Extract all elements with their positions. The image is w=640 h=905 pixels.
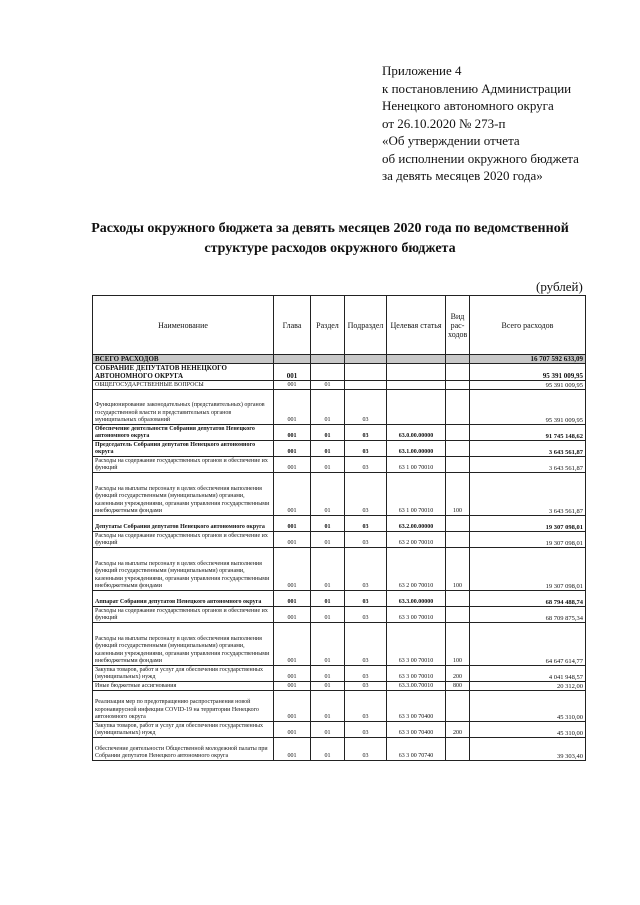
col-header-glava: Глава <box>274 296 311 355</box>
cell-podrazdel: 03 <box>345 548 387 591</box>
cell-name: Расходы на содержание государственных органов и обеспечение их функций <box>93 532 274 548</box>
col-header-name: Наименование <box>93 296 274 355</box>
cell-glava: 001 <box>274 390 311 425</box>
cell-vid <box>446 532 470 548</box>
cell-glava: 001 <box>274 364 311 381</box>
cell-podrazdel: 03 <box>345 623 387 666</box>
cell-razdel <box>311 355 345 364</box>
cell-statya: 63 3 00 70010 <box>387 666 446 682</box>
cell-sum: 95 391 009,95 <box>470 364 586 381</box>
cell-name: Председатель Собрания депутатов Ненецкого автономного округа <box>93 441 274 457</box>
cell-vid <box>446 691 470 722</box>
cell-podrazdel <box>345 381 387 390</box>
table-row <box>93 516 586 532</box>
cell-razdel: 01 <box>311 623 345 666</box>
cell-glava: 001 <box>274 691 311 722</box>
col-header-statya: Целевая статья <box>387 296 446 355</box>
cell-vid: 200 <box>446 666 470 682</box>
cell-sum: 16 707 592 633,09 <box>470 355 586 364</box>
cell-razdel: 01 <box>311 532 345 548</box>
cell-podrazdel: 03 <box>345 691 387 722</box>
header-line: за девять месяцев 2020 года» <box>382 168 543 183</box>
header-line: от 26.10.2020 № 273-п <box>382 115 506 131</box>
cell-podrazdel: 03 <box>345 738 387 761</box>
cell-glava: 001 <box>274 722 311 738</box>
cell-glava: 001 <box>274 457 311 473</box>
cell-razdel: 01 <box>311 381 345 390</box>
cell-statya: 63 3 00 70010 <box>387 623 446 666</box>
cell-statya: 63.0.00.00000 <box>387 425 446 441</box>
cell-razdel: 01 <box>311 441 345 457</box>
cell-sum: 64 647 614,77 <box>470 623 586 666</box>
cell-razdel: 01 <box>311 682 345 691</box>
cell-podrazdel: 03 <box>345 607 387 623</box>
cell-statya: 63.3.00.00000 <box>387 591 446 607</box>
cell-vid: 200 <box>446 722 470 738</box>
cell-podrazdel: 03 <box>345 532 387 548</box>
cell-glava: 001 <box>274 682 311 691</box>
cell-vid: 100 <box>446 548 470 591</box>
header-line: Приложение 4 <box>382 63 462 78</box>
cell-statya <box>387 390 446 425</box>
cell-vid <box>446 381 470 390</box>
table-row <box>93 722 586 738</box>
cell-name: Иные бюджетные ассигнования <box>93 682 274 691</box>
table-row <box>93 390 586 425</box>
cell-name: Аппарат Собрания депутатов Ненецкого автономного округа <box>93 591 274 607</box>
cell-podrazdel: 03 <box>345 457 387 473</box>
cell-glava: 001 <box>274 441 311 457</box>
cell-sum: 45 310,00 <box>470 722 586 738</box>
table-row <box>93 355 586 364</box>
cell-razdel: 01 <box>311 516 345 532</box>
cell-statya <box>387 355 446 364</box>
cell-podrazdel <box>345 364 387 381</box>
cell-statya: 63 1 00 70010 <box>387 457 446 473</box>
cell-sum: 19 307 098,01 <box>470 532 586 548</box>
cell-vid: 100 <box>446 473 470 516</box>
cell-vid <box>446 591 470 607</box>
header-line: к постановлению Администрации <box>382 80 572 96</box>
cell-name: Реализация мер по предотвращению распространения новой коронавирусной инфекции COVID-19 на территории Ненецкого автономного округа <box>93 691 274 722</box>
cell-razdel: 01 <box>311 722 345 738</box>
table-row <box>93 738 586 761</box>
cell-name: ВСЕГО РАСХОДОВ <box>93 355 274 364</box>
cell-vid <box>446 516 470 532</box>
cell-razdel: 01 <box>311 591 345 607</box>
cell-glava <box>274 355 311 364</box>
cell-sum: 95 391 009,95 <box>470 381 586 390</box>
cell-sum: 3 643 561,87 <box>470 457 586 473</box>
cell-statya: 63 2 00 70010 <box>387 532 446 548</box>
cell-glava: 001 <box>274 548 311 591</box>
table-body <box>93 355 586 761</box>
document-title <box>60 219 600 259</box>
cell-glava: 001 <box>274 738 311 761</box>
cell-vid: 100 <box>446 623 470 666</box>
cell-statya: 63 2 00 70010 <box>387 548 446 591</box>
cell-name: Обеспечение деятельности Собрания депутатов Ненецкого автономного округа <box>93 425 274 441</box>
cell-name: Закупка товаров, работ и услуг для обеспечения государственных (муниципальных) нужд <box>93 722 274 738</box>
cell-statya: 63 1 00 70010 <box>387 473 446 516</box>
cell-sum: 95 391 009,95 <box>470 390 586 425</box>
table-row <box>93 473 586 516</box>
cell-statya <box>387 381 446 390</box>
cell-sum: 68 794 488,74 <box>470 591 586 607</box>
cell-statya <box>387 364 446 381</box>
cell-sum: 20 312,00 <box>470 682 586 691</box>
table-row <box>93 364 586 381</box>
cell-sum: 68 709 875,34 <box>470 607 586 623</box>
cell-statya: 63 3 00 70400 <box>387 722 446 738</box>
table-row <box>93 607 586 623</box>
cell-vid <box>446 355 470 364</box>
col-header-podrazdel: Подраздел <box>345 296 387 355</box>
cell-razdel: 01 <box>311 607 345 623</box>
cell-podrazdel: 03 <box>345 591 387 607</box>
cell-sum: 45 310,00 <box>470 691 586 722</box>
cell-sum: 91 745 148,62 <box>470 425 586 441</box>
cell-name: Расходы на выплаты персоналу в целях обеспечения выполнения функций государственными (муниципальными) органами, казенными учреждениями, органами управления государственными внебюджетными фондами <box>93 548 274 591</box>
cell-vid <box>446 425 470 441</box>
cell-sum: 4 041 948,57 <box>470 666 586 682</box>
col-header-sum: Всего расходов <box>470 296 586 355</box>
table-row <box>93 666 586 682</box>
header-line: Ненецкого автономного округа <box>382 98 554 113</box>
cell-name: Функционирование законодательных (представительных) органов государственной власти и представительных органов муниципальных образований <box>93 390 274 425</box>
cell-glava: 001 <box>274 607 311 623</box>
cell-podrazdel: 03 <box>345 425 387 441</box>
cell-vid <box>446 364 470 381</box>
cell-razdel: 01 <box>311 473 345 516</box>
cell-podrazdel: 03 <box>345 722 387 738</box>
cell-name: Расходы на выплаты персоналу в целях обеспечения выполнения функций государственными (муниципальными) органами, казенными учреждениями, органами управления государственными внебюджетными фондами <box>93 623 274 666</box>
cell-vid <box>446 738 470 761</box>
units-label: (рублей) <box>536 279 583 294</box>
cell-sum: 19 307 098,01 <box>470 516 586 532</box>
col-header-razdel: Раздел <box>311 296 345 355</box>
cell-sum: 39 303,40 <box>470 738 586 761</box>
cell-glava: 001 <box>274 591 311 607</box>
cell-glava: 001 <box>274 473 311 516</box>
col-header-vid: Вид рас-ходов <box>446 296 470 355</box>
cell-sum: 19 307 098,01 <box>470 548 586 591</box>
cell-sum: 3 643 561,87 <box>470 473 586 516</box>
cell-razdel: 01 <box>311 457 345 473</box>
cell-razdel: 01 <box>311 390 345 425</box>
cell-statya: 63.3.00.70010 <box>387 682 446 691</box>
cell-sum: 3 643 561,87 <box>470 441 586 457</box>
cell-vid <box>446 441 470 457</box>
cell-vid <box>446 390 470 425</box>
cell-razdel: 01 <box>311 425 345 441</box>
cell-glava: 001 <box>274 623 311 666</box>
cell-razdel: 01 <box>311 666 345 682</box>
table-row <box>93 691 586 722</box>
cell-glava: 001 <box>274 532 311 548</box>
cell-podrazdel: 03 <box>345 516 387 532</box>
cell-podrazdel: 03 <box>345 441 387 457</box>
cell-razdel: 01 <box>311 548 345 591</box>
cell-name: Расходы на содержание государственных органов и обеспечение их функций <box>93 607 274 623</box>
cell-name: Закупка товаров, работ и услуг для обеспечения государственных (муниципальных) нужд <box>93 666 274 682</box>
cell-statya: 63.2.00.00000 <box>387 516 446 532</box>
table-header-row <box>93 296 586 355</box>
cell-name: Расходы на содержание государственных органов и обеспечение их функций <box>93 457 274 473</box>
cell-glava: 001 <box>274 425 311 441</box>
cell-statya: 63 3 00 70010 <box>387 607 446 623</box>
cell-statya: 63 3 00 70740 <box>387 738 446 761</box>
cell-glava: 001 <box>274 516 311 532</box>
table-row <box>93 532 586 548</box>
cell-podrazdel: 03 <box>345 666 387 682</box>
table-row <box>93 548 586 591</box>
cell-razdel <box>311 364 345 381</box>
cell-name: СОБРАНИЕ ДЕПУТАТОВ НЕНЕЦКОГО АВТОНОМНОГО ОКРУГА <box>93 364 274 381</box>
header-line: «Об утверждении отчета <box>382 133 520 148</box>
cell-glava: 001 <box>274 666 311 682</box>
cell-name: Расходы на выплаты персоналу в целях обеспечения выполнения функций государственными (муниципальными) органами, казенными учреждениями, органами управления государственными внебюджетными фондами <box>93 473 274 516</box>
table-row <box>93 457 586 473</box>
table-row <box>93 425 586 441</box>
cell-vid <box>446 457 470 473</box>
cell-glava: 001 <box>274 381 311 390</box>
cell-vid: 800 <box>446 682 470 691</box>
table-row <box>93 441 586 457</box>
table-row <box>93 623 586 666</box>
cell-statya: 63 3 00 70400 <box>387 691 446 722</box>
cell-podrazdel: 03 <box>345 390 387 425</box>
cell-name: Обеспечение деятельности Общественной молодежной палаты при Собрании депутатов Ненецкого автономного округа <box>93 738 274 761</box>
title-line-1: Расходы окружного бюджета за девять месяцев 2020 года по ведомственной <box>91 221 569 236</box>
cell-statya: 63.1.00.00000 <box>387 441 446 457</box>
cell-razdel: 01 <box>311 691 345 722</box>
cell-name: ОБЩЕГОСУДАРСТВЕННЫЕ ВОПРОСЫ <box>93 381 274 390</box>
expenditure-table <box>92 295 586 761</box>
appendix-header-note <box>382 62 622 185</box>
cell-podrazdel <box>345 355 387 364</box>
cell-razdel: 01 <box>311 738 345 761</box>
cell-podrazdel: 03 <box>345 473 387 516</box>
table-row <box>93 682 586 691</box>
cell-podrazdel: 03 <box>345 682 387 691</box>
table-row <box>93 381 586 390</box>
title-line-2: структуре расходов окружного бюджета <box>204 241 456 256</box>
cell-name: Депутаты Собрания депутатов Ненецкого автономного округа <box>93 516 274 532</box>
table-row <box>93 591 586 607</box>
header-line: об исполнении окружного бюджета <box>382 150 579 166</box>
cell-vid <box>446 607 470 623</box>
